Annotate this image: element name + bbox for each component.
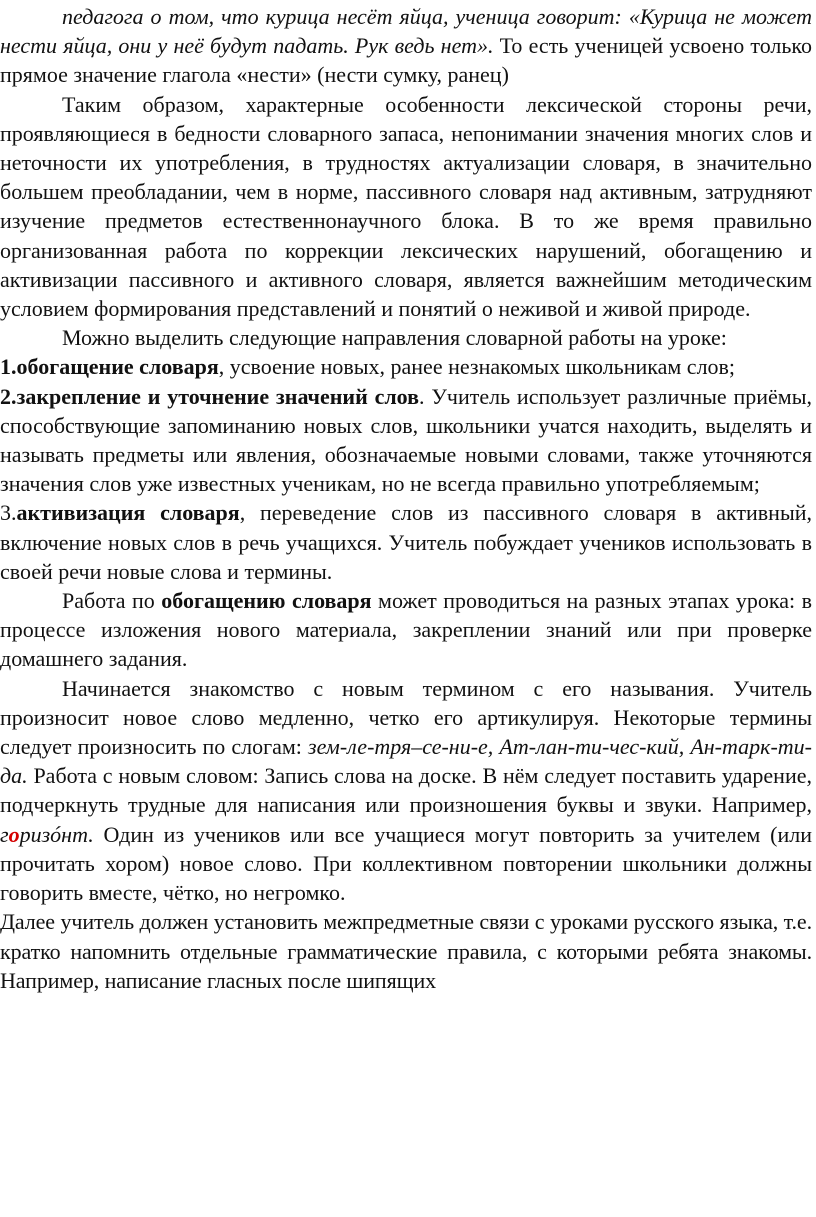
paragraph-new-term [0,674,812,908]
paragraph-text: Работа по [62,588,162,614]
paragraph-text: Один из учеников или все учащиеся могут повторить за учителем (или прочитать хором) новое слово. При коллективном повторении школьники должны говорить вместе, чётко, но негромко. [0,821,812,906]
bold-term: обогащению словаря [161,588,372,614]
list-item-text: . Учитель использует различные приёмы, способствующие запоминанию новых слов, школьники учатся находить, выделять и называть предметы или явления, обозначаемые новыми словами, также уточняются значения слов уже известных ученикам, но не всегда правильно употребляемым; [0,383,813,497]
italic-quote: педагога о том, что курица несёт яйца, ученица говорит: «Курица не может нести яйца, они у неё будут падать. Рук ведь нет». [0,4,812,59]
paragraph-text: Далее учитель должен установить межпредметные связи с уроками русского языка, т.е. кратко напомнить отдельные грамматические правила, с которыми ребята знакомы. Например, написание гласных после шипящих [0,909,812,993]
paragraph-text: может проводиться на разных этапах урока: в процессе изложения нового материала, закреплении знаний или при проверке домашнего задания. [0,588,812,672]
paragraph-quote-continuation [0,2,812,90]
list-item-consolidation [0,382,812,499]
italic-syllables: зем-ле-тря–се-ни-е, Ат-лан-ти-чес-кий, Ан-тарк-ти-да. [0,734,812,789]
list-item-text: , переведение слов из пассивного словаря в активный, включение новых слов в речь учащихся. Учитель побуждает учеников использовать в своей речи новые слова и термины. [0,500,812,584]
example-word [0,822,94,847]
list-item-heading: 2.закрепление и уточнение значений слов [0,383,420,409]
paragraph-text: Можно выделить следующие направления словарной работы на уроке: [62,325,727,351]
paragraph-lexical-features [0,90,812,324]
paragraph-text: Таким образом, характерные особенности лексической стороны речи, проявляющиеся в бедности словарного запаса, непонимании значения многих слов и неточности их употребления, в трудностях актуализации словаря, в значительно большем преобладании, чем в норме, пассивного словаря над активным, затрудняют изучение предметов естественнонаучного блока. В то же время правильно организованная работа по коррекции лексических нарушений, обогащению и активизации пассивного и активного словаря, является важнейшим методическим условием формирования представлений и понятий о неживой и живой природе. [0,91,812,322]
paragraph-directions-intro [0,323,812,352]
list-item-number: 3. [0,500,17,526]
list-item-heading: активизация словаря [16,500,240,526]
paragraph-enrichment-work [0,586,812,674]
example-word-end: ризóнт. [19,821,94,847]
paragraph-text: Работа с новым словом: Запись слова на доске. В нём следует поставить ударение, подчеркнуть трудные для написания или произношения буквы и звуки. Например, [0,763,812,818]
paragraph-interdisciplinary [0,907,812,995]
example-word-start: г [0,821,9,847]
list-item-heading: 1.обогащение словаря [0,354,219,380]
list-item-activation [0,498,812,586]
paragraph-text: Начинается знакомство с новым термином с его называния. Учитель произносит новое слово медленно, четко его артикулируя. Некоторые термины следует произносить по слогам: [0,675,812,760]
paragraph-text: То есть ученицей усвоено только прямое значение глагола «нести» (нести сумку, ранец) [0,33,812,88]
list-item-enrichment [0,352,812,381]
list-item-text: , усвоение новых, ранее незнакомых школьникам слов; [218,354,736,380]
highlighted-letter: о [8,821,20,847]
